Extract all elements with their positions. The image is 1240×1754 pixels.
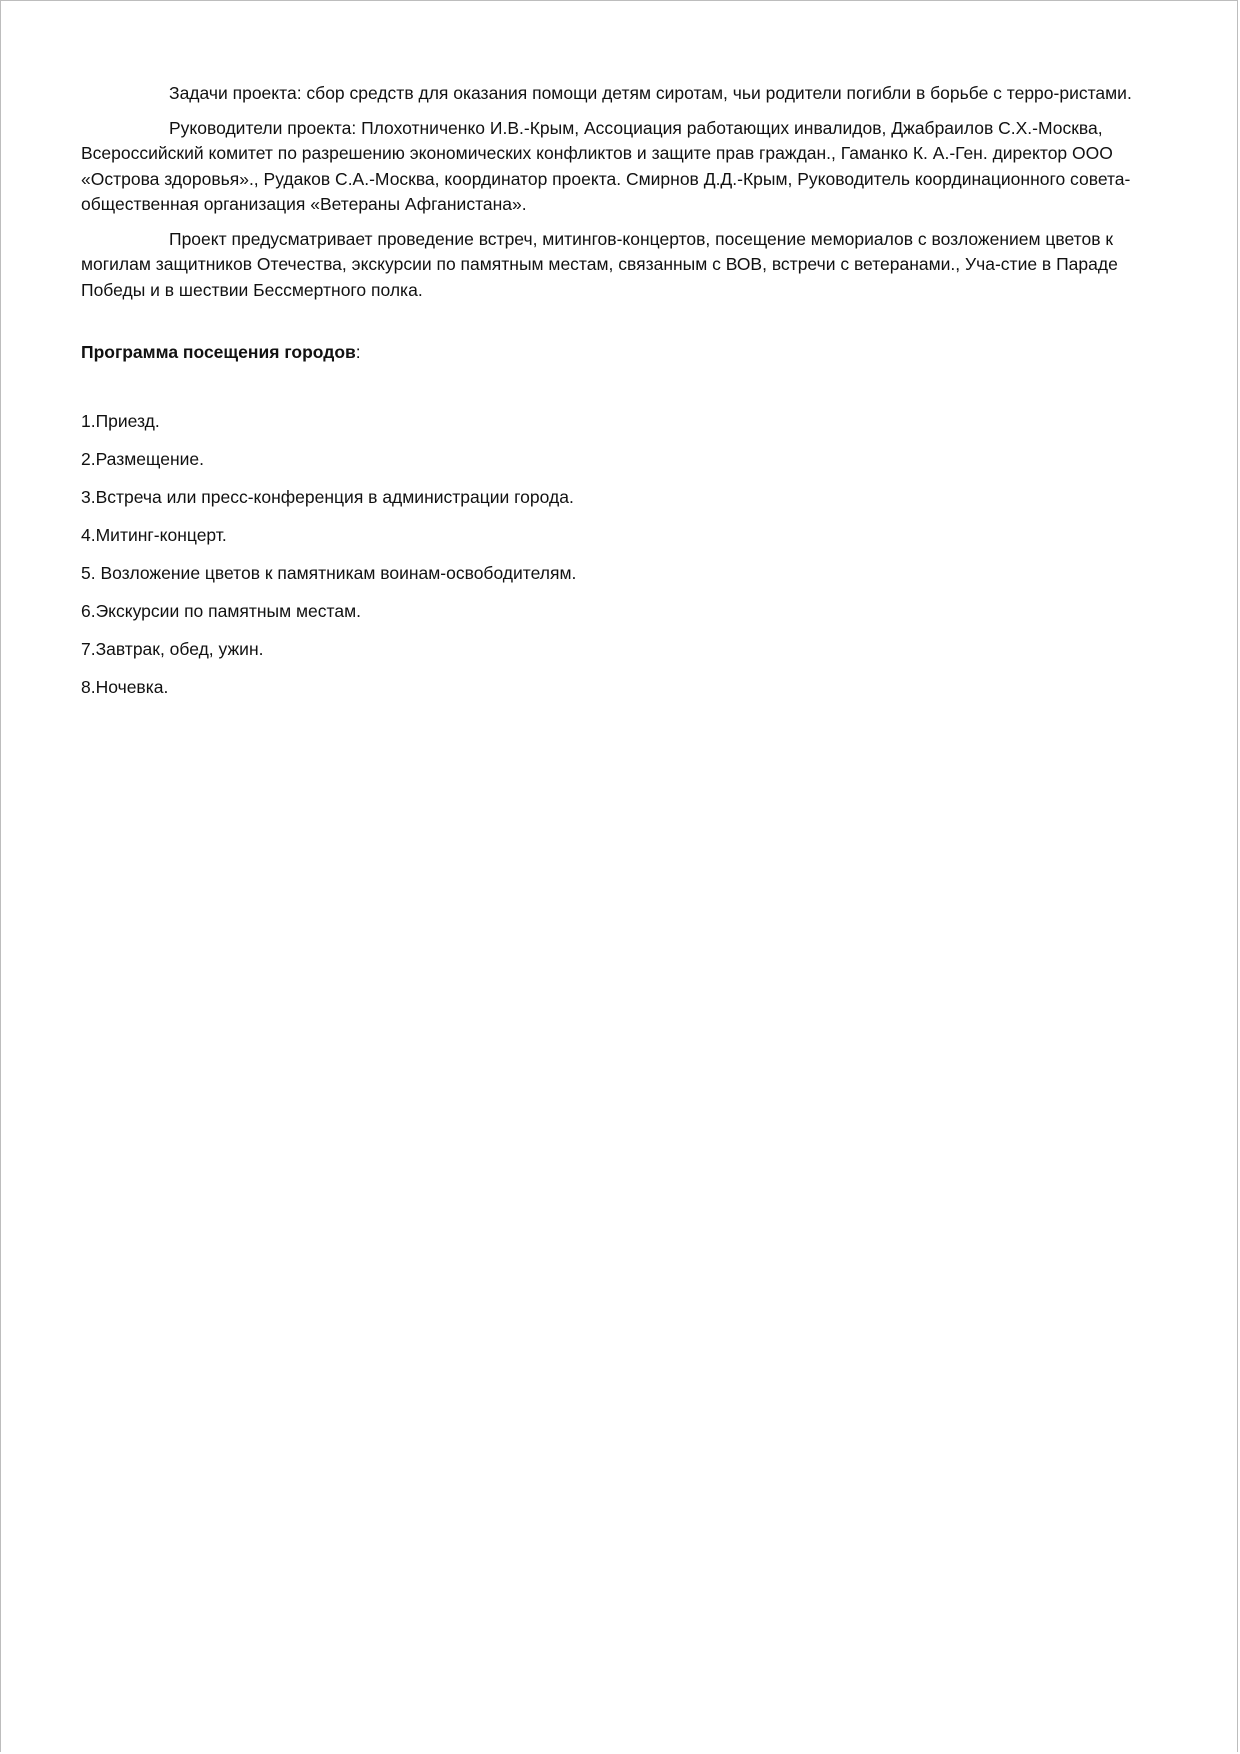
document-body xyxy=(81,81,1159,713)
list-item: 1.Приезд. xyxy=(81,410,160,431)
project-leaders-paragraph: Руководители проекта: Плохотниченко И.В.-Крым, Ассоциация работающих инвалидов, Джабраилов С.Х.-Москва, Всероссийский комитет по разрешению экономических конфликтов и защите прав граждан., Гаманко К. А.-Ген. директор ООО «Острова здоровья»., Рудаков С.А.-Москва, координатор проекта. Смирнов Д.Д.-Крым, Руководитель координационного совета-общественная организация «Ветераны Афганистана». xyxy=(81,117,1131,214)
project-plan-paragraph: Проект предусматривает проведение встреч, митингов-концертов, посещение мемориалов с возложением цветов к могилам защитников Отечества, экскурсии по памятным местам, связанным с ВОВ, встречи с ветеранами., Уча-стие в Параде Победы и в шествии Бессмертного полка. xyxy=(81,228,1118,300)
program-heading xyxy=(81,340,1159,366)
program-heading-text: Программа посещения городов xyxy=(81,342,356,362)
list-item: 3.Встреча или пресс-конференция в администрации города. xyxy=(81,486,574,507)
list-item: 2.Размещение. xyxy=(81,448,204,469)
list-item: 5. Возложение цветов к памятникам воинам-освободителям. xyxy=(81,562,577,583)
program-list xyxy=(81,409,1159,701)
list-item: 4.Митинг-концерт. xyxy=(81,524,227,545)
list-item: 6.Экскурсии по памятным местам. xyxy=(81,600,361,621)
list-item: 8.Ночевка. xyxy=(81,676,169,697)
project-goals-paragraph: Задачи проекта: сбор средств для оказания помощи детям сиротам, чьи родители погибли в борьбе с терро-ристами. xyxy=(169,83,1132,103)
list-item: 7.Завтрак, обед, ужин. xyxy=(81,638,264,659)
program-heading-colon: : xyxy=(355,342,361,362)
